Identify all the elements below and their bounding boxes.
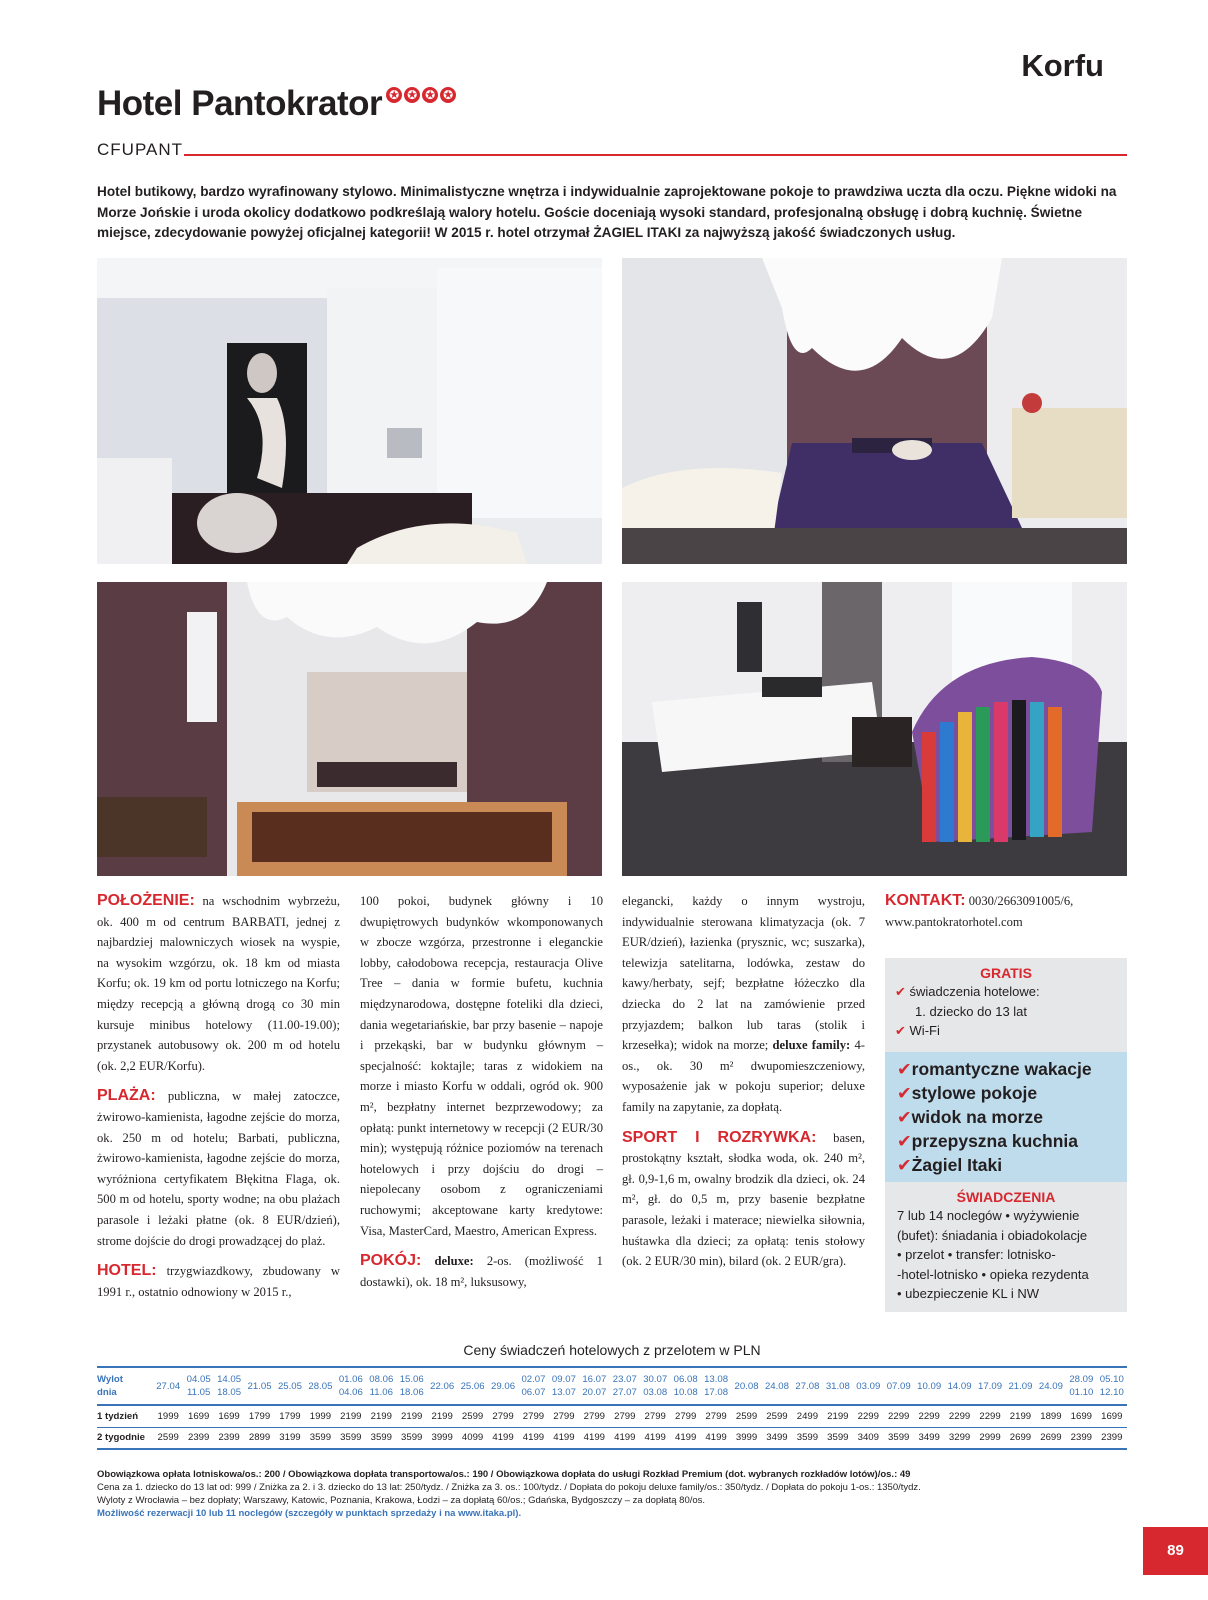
price-cell-1-week: 2799 <box>549 1405 579 1427</box>
note-line: Obowiązkowa opłata lotniskowa/os.: 200 / Obowiązkowa dopłata transportowa/os.: 190 / Obowiązkowa dopłata do usługi Rozkład Premium (dot. wybranych rozkładów lotów)/os.: 49 <box>97 1469 911 1480</box>
departure-date-cell: 06.08 10.08 <box>670 1367 700 1405</box>
departure-date-cell: 16.07 20.07 <box>579 1367 609 1405</box>
price-cell-1-week: 2799 <box>640 1405 670 1427</box>
departure-date-cell: 25.05 <box>275 1367 305 1405</box>
star-icon: ✪ <box>440 87 456 103</box>
checkmark-icon: ✔ <box>897 1132 912 1152</box>
price-cell-2-weeks: 3599 <box>305 1427 335 1449</box>
section-text-hotel: trzygwiazdkowy, zbudowany w 1991 r., ostatnio odnowiony w 2015 r., <box>97 1264 340 1299</box>
table-row-departure-dates <box>97 1367 1127 1405</box>
star-icon: ✪ <box>404 87 420 103</box>
price-cell-2-weeks: 3409 <box>853 1427 883 1449</box>
checkmark-icon: ✔ <box>897 1108 912 1128</box>
price-cell-1-week: 2799 <box>610 1405 640 1427</box>
price-cell-2-weeks: 2899 <box>244 1427 274 1449</box>
price-cell-1-week: 1699 <box>183 1405 213 1427</box>
section-heading-hotel: HOTEL: <box>97 1262 157 1280</box>
price-cell-1-week: 2599 <box>731 1405 761 1427</box>
departure-date-cell: 29.06 <box>488 1367 518 1405</box>
price-cell-1-week: 1699 <box>214 1405 244 1427</box>
price-cell-1-week: 1999 <box>305 1405 335 1427</box>
checkmark-icon: ✔ <box>897 1060 912 1080</box>
section-text-hotel-cont: 100 pokoi, budynek główny i 10 dwupiętrowych budynków wkomponowanych w zbocze wzgórza, przestronne i eleganckie lobby, całodobowa recepcja, restauracja Olive Tree – dania w formie bufetu, kuchnia międzynarodowa, dostępne foteliki dla dzieci, dania wegetariańskie, bar przy basenie – napoje i przekąski, bar w budynku głównym – specjalność: koktajle; taras z widokiem na morze i miasto Korfu w oddali, ogród ok. 900 m², bezpłatny internet bezprzewodowy; za opłatą: punkt internetowy w recepcji (2 EUR/30 min); występują różnice poziomów na terenach hotelowych i przy dojściu do drogi – niepolecany osobom z ograniczeniami ruchowymi; akceptowane karty kredytowe: Visa, MasterCard, Maestro, American Express. <box>360 894 603 1238</box>
description-column-2 <box>360 891 603 1302</box>
price-cell-1-week: 2599 <box>762 1405 792 1427</box>
feature-item: przepyszna kuchnia <box>911 1131 1078 1151</box>
price-cell-2-weeks: 3599 <box>792 1427 822 1449</box>
room-type-label: deluxe: <box>434 1254 474 1269</box>
price-cell-1-week: 2799 <box>518 1405 548 1427</box>
swiadczenia-heading: ŚWIADCZENIA <box>956 1189 1056 1205</box>
star-icon: ✪ <box>386 87 402 103</box>
departure-date-cell: 28.05 <box>305 1367 335 1405</box>
departure-date-cell: 02.07 06.07 <box>518 1367 548 1405</box>
features-box <box>885 1052 1127 1182</box>
price-cell-1-week: 2199 <box>1005 1405 1035 1427</box>
departure-date-cell: 15.06 18.06 <box>397 1367 427 1405</box>
photo-bedroom-canopy <box>622 258 1127 564</box>
price-cell-2-weeks: 3999 <box>731 1427 761 1449</box>
departure-date-cell: 24.09 <box>1036 1367 1066 1405</box>
feature-item: stylowe pokoje <box>911 1083 1038 1103</box>
price-table-title: Ceny świadczeń hotelowych z przelotem w PLN <box>463 1342 761 1358</box>
departure-date-cell: 25.06 <box>457 1367 487 1405</box>
price-cell-2-weeks: 2399 <box>214 1427 244 1449</box>
gratis-heading: GRATIS <box>980 965 1032 981</box>
note-line: Cena za 1. dziecko do 13 lat od: 999 / Zniżka za 2. i 3. dziecko do 13 lat: 250/tydz. / Zniżka za 3. os.: 100/tydz. / Dopłata do pokoju deluxe family/os.: 350/tydz. / Dopłata do pokoju 1-os.: 1350/tydz. <box>97 1482 921 1493</box>
photo-room-purple-walls <box>97 582 602 876</box>
price-cell-2-weeks: 3599 <box>336 1427 366 1449</box>
price-cell-1-week: 2299 <box>884 1405 914 1427</box>
departure-date-cell: 22.06 <box>427 1367 457 1405</box>
price-cell-1-week: 2199 <box>823 1405 853 1427</box>
departure-date-cell: 14.09 <box>944 1367 974 1405</box>
section-heading-pokoj: POKÓJ: <box>360 1252 422 1270</box>
row-label: Wylot dnia <box>97 1367 153 1405</box>
contact-website[interactable]: www.pantokratorhotel.com <box>885 914 1023 929</box>
price-cell-2-weeks: 3999 <box>427 1427 457 1449</box>
price-cell-1-week: 2799 <box>670 1405 700 1427</box>
price-cell-1-week: 1999 <box>153 1405 183 1427</box>
swiadczenia-line: • ubezpieczenie KL i NW <box>897 1286 1040 1301</box>
section-text-sport: basen, prostokątny kształt, słodka woda, ok. 240 m², gł. 0,9-1,6 m, owalny brodzik dla dzieci, ok. 24 m², gł. do 0,5 m, przy basenie bezpłatne parasole, leżaki i materace; niewielka siłownia, huśtawka dla dzieci; za opłatą: tenis stołowy (ok. 2 EUR/30 min), bilard (ok. 2 EUR/gra). <box>622 1130 865 1269</box>
price-cell-2-weeks: 3599 <box>397 1427 427 1449</box>
feature-item: Żagiel Itaki <box>911 1155 1003 1175</box>
price-cell-2-weeks: 3499 <box>762 1427 792 1449</box>
row-label: 1 tydzień <box>97 1405 153 1427</box>
photo-bedroom-portrait <box>97 258 602 564</box>
contact-heading: KONTAKT: <box>885 892 966 909</box>
gratis-item: Wi-Fi <box>909 1023 940 1038</box>
price-cell-1-week: 2199 <box>397 1405 427 1427</box>
price-cell-2-weeks: 2699 <box>1036 1427 1066 1449</box>
departure-date-cell: 27.04 <box>153 1367 183 1405</box>
note-line: Wyloty z Wrocławia – bez dopłaty; Warszawy, Katowic, Poznania, Krakowa, Łodzi – za dopłatą 60/os.; Gdańska, Bydgoszczy – za dopłatą 80/os. <box>97 1495 706 1506</box>
price-cell-1-week: 2299 <box>975 1405 1005 1427</box>
price-cell-2-weeks: 4199 <box>488 1427 518 1449</box>
feature-item: widok na morze <box>911 1107 1043 1127</box>
star-rating <box>386 87 456 103</box>
checkmark-icon: ✔ <box>895 1024 906 1039</box>
section-text-pokoj-family: 4-os., ok. 30 m² dwupomieszczeniowy, wyposażenie jak w pokoju superior; deluxe family na zapytanie, za dopłatą. <box>622 1038 865 1114</box>
gratis-box <box>885 958 1127 1052</box>
price-cell-2-weeks: 4199 <box>670 1427 700 1449</box>
hotel-title-block <box>97 84 456 124</box>
departure-date-cell: 14.05 18.05 <box>214 1367 244 1405</box>
price-cell-2-weeks: 4199 <box>640 1427 670 1449</box>
checkmark-icon: ✔ <box>897 1156 912 1176</box>
price-cell-2-weeks: 4199 <box>579 1427 609 1449</box>
description-column-3 <box>622 891 865 1282</box>
note-line: Możliwość rezerwacji 10 lub 11 noclegów (szczegóły w punktach sprzedaży i na www.itaka.pl). <box>97 1508 522 1519</box>
price-table <box>97 1366 1127 1450</box>
feature-item: romantyczne wakacje <box>911 1059 1092 1079</box>
table-row-1-week <box>97 1405 1127 1427</box>
section-heading-sport: SPORT I ROZRYWKA: <box>622 1128 817 1146</box>
price-cell-1-week: 1699 <box>1066 1405 1096 1427</box>
departure-date-cell: 13.08 17.08 <box>701 1367 731 1405</box>
departure-date-cell: 04.05 11.05 <box>183 1367 213 1405</box>
price-cell-1-week: 2299 <box>914 1405 944 1427</box>
section-text-plaza: publiczna, w małej zatoczce, żwirowo-kamienista, łagodne zejście do morza, ok. 250 m od hotelu; Barbati, publiczna, żwirowo-kamienista, łagodne zejście do morza, wyróżniona certyfikatem Błękitna Flaga, ok. 500 m od hotelu, sporty wodne; na obu plażach parasole i leżaki płatne (ok. 8 EUR/dzień), strome dojście do drogi prowadzącej do plaż. <box>97 1089 340 1248</box>
departure-date-cell: 20.08 <box>731 1367 761 1405</box>
description-column-1 <box>97 891 340 1312</box>
price-cell-2-weeks: 4199 <box>518 1427 548 1449</box>
departure-date-cell: 08.06 11.06 <box>366 1367 396 1405</box>
price-cell-2-weeks: 2599 <box>153 1427 183 1449</box>
departure-date-cell: 05.10 12.10 <box>1097 1367 1127 1405</box>
swiadczenia-line: -hotel-lotnisko • opieka rezydenta <box>897 1266 1089 1282</box>
contact-block <box>885 891 1127 932</box>
departure-date-cell: 01.06 04.06 <box>336 1367 366 1405</box>
departure-date-cell: 09.07 13.07 <box>549 1367 579 1405</box>
departure-date-cell: 17.09 <box>975 1367 1005 1405</box>
price-cell-2-weeks: 3599 <box>823 1427 853 1449</box>
price-cell-2-weeks: 4199 <box>701 1427 731 1449</box>
price-cell-2-weeks: 2699 <box>1005 1427 1035 1449</box>
price-cell-2-weeks: 3199 <box>275 1427 305 1449</box>
price-cell-2-weeks: 3599 <box>884 1427 914 1449</box>
price-cell-2-weeks: 4199 <box>610 1427 640 1449</box>
departure-date-cell: 30.07 03.08 <box>640 1367 670 1405</box>
star-icon: ✪ <box>422 87 438 103</box>
price-cell-2-weeks: 2399 <box>1066 1427 1096 1449</box>
departure-date-cell: 03.09 <box>853 1367 883 1405</box>
price-cell-1-week: 1799 <box>244 1405 274 1427</box>
contact-phone: 0030/2663091005/6, <box>968 894 1074 908</box>
price-cell-2-weeks: 3299 <box>944 1427 974 1449</box>
price-cell-1-week: 2599 <box>457 1405 487 1427</box>
row-label: 2 tygodnie <box>97 1427 153 1449</box>
price-cell-2-weeks: 2399 <box>183 1427 213 1449</box>
price-cell-2-weeks: 3599 <box>366 1427 396 1449</box>
price-cell-1-week: 2199 <box>427 1405 457 1427</box>
section-text-pokoj: 2-os. (możliwość 1 dostawki), ok. 18 m², luksusowy, <box>360 1254 603 1289</box>
departure-date-cell: 31.08 <box>823 1367 853 1405</box>
departure-date-cell: 21.09 <box>1005 1367 1035 1405</box>
price-cell-1-week: 2299 <box>853 1405 883 1427</box>
price-cell-1-week: 2299 <box>944 1405 974 1427</box>
departure-date-cell: 21.05 <box>244 1367 274 1405</box>
price-cell-2-weeks: 2999 <box>975 1427 1005 1449</box>
departure-date-cell: 27.08 <box>792 1367 822 1405</box>
swiadczenia-line: 7 lub 14 noclegów • wyżywienie <box>897 1208 1080 1223</box>
price-cell-2-weeks: 4199 <box>549 1427 579 1449</box>
gratis-item: świadczenia hotelowe: <box>909 984 1040 999</box>
price-cell-2-weeks: 3499 <box>914 1427 944 1449</box>
price-cell-1-week: 1699 <box>1097 1405 1127 1427</box>
room-type-label: deluxe family: <box>772 1038 851 1053</box>
section-text-pokoj-cont: elegancki, każdy o innym wystroju, indywidualnie sterowana klimatyzacja (ok. 7 EUR/dzień), łazienka (prysznic, wc; suszarka), telewizja satelitarna, lodówka, zestaw do kawy/herbaty, sejf; bezpłatne łóżeczko dla dziecka do 2 lat na zamówienie przed przyjazdem; balkon lub taras (stolik i krzesełka); widok na morze; <box>622 894 865 1053</box>
region-heading: Korfu <box>1021 48 1104 83</box>
departure-date-cell: 23.07 27.07 <box>610 1367 640 1405</box>
intro-paragraph: Hotel butikowy, bardzo wyrafinowany stylowo. Minimalistyczne wnętrza i indywidualnie zaprojektowane pokoje to prawdziwa uczta dla oczu. Piękne widoki na Morze Jońskie i uroda okolicy dodatkowo podkreślają walory hotelu. Goście doceniają wysoki standard, profesjonalną obsługę i dobrą kuchnię. Świetne miejsce, zdecydowanie powyżej oficjalnej kategorii! W 2015 r. hotel otrzymał ŻAGIEL ITAKI za najwyższą jakość świadczonych usług. <box>97 184 1117 240</box>
departure-date-cell: 07.09 <box>884 1367 914 1405</box>
table-row-2-weeks <box>97 1427 1127 1449</box>
section-heading-polozenie: POŁOŻENIE: <box>97 892 195 909</box>
hotel-code: CFUPANT <box>97 140 184 159</box>
departure-date-cell: 28.09 01.10 <box>1066 1367 1096 1405</box>
price-cell-1-week: 1799 <box>275 1405 305 1427</box>
swiadczenia-line: • przelot • transfer: lotnisko- <box>897 1247 1056 1262</box>
checkmark-icon: ✔ <box>895 985 906 1000</box>
price-cell-1-week: 1899 <box>1036 1405 1066 1427</box>
section-text-polozenie: na wschodnim wybrzeżu, ok. 400 m od centrum BARBATI, jednej z najbardziej malowniczych wiosek na wyspie, na wysokim wzgórzu, ok. 18 km od miasta Korfu; ok. 19 km od portu lotniczego na Korfu; między recepcją a główną drogą co 30 min kursuje minibus hotelowy (11.00-19.00); przystanek autobusowy ok. 200 m od hotelu (ok. 2,2 EUR/Korfu). <box>97 894 340 1073</box>
section-heading-plaza: PLAŻA: <box>97 1087 156 1105</box>
gratis-item: 1. dziecko do 13 lat <box>915 1004 1028 1019</box>
price-cell-2-weeks: 4099 <box>457 1427 487 1449</box>
swiadczenia-box <box>885 1182 1127 1312</box>
swiadczenia-line: (bufet): śniadania i obiadokolacje <box>897 1227 1088 1243</box>
price-notes <box>97 1468 1127 1520</box>
price-cell-1-week: 2499 <box>792 1405 822 1427</box>
price-cell-1-week: 2799 <box>488 1405 518 1427</box>
price-cell-1-week: 2799 <box>701 1405 731 1427</box>
price-cell-1-week: 2199 <box>366 1405 396 1427</box>
hotel-title: Hotel Pantokrator <box>97 84 383 123</box>
departure-date-cell: 24.08 <box>762 1367 792 1405</box>
price-cell-1-week: 2799 <box>579 1405 609 1427</box>
divider <box>184 154 1127 156</box>
price-cell-1-week: 2199 <box>336 1405 366 1427</box>
departure-date-cell: 10.09 <box>914 1367 944 1405</box>
price-cell-2-weeks: 2399 <box>1097 1427 1127 1449</box>
checkmark-icon: ✔ <box>897 1084 912 1104</box>
page-number: 89 <box>1143 1527 1208 1575</box>
photo-room-striped-armchair <box>622 582 1127 876</box>
